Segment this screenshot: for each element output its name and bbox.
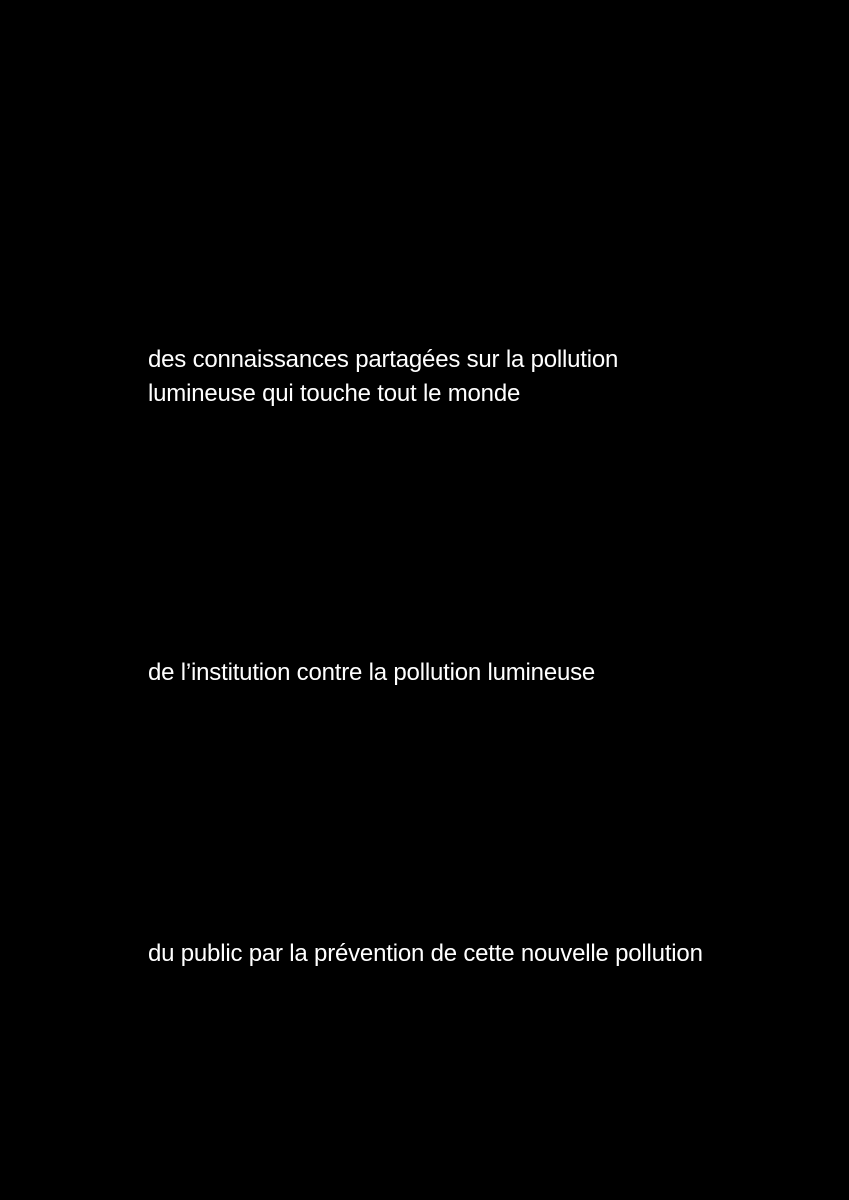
text-block-public	[148, 937, 808, 971]
text-block-institution	[148, 656, 808, 690]
text-block-shared-knowledge	[148, 343, 808, 411]
text-line: des connaissances partagées sur la pollution	[148, 346, 619, 373]
text-line: du public par la prévention de cette nouvelle pollution	[148, 940, 703, 967]
text-line: de l’institution contre la pollution lumineuse	[148, 659, 596, 686]
text-line: lumineuse qui touche tout le monde	[148, 380, 521, 407]
